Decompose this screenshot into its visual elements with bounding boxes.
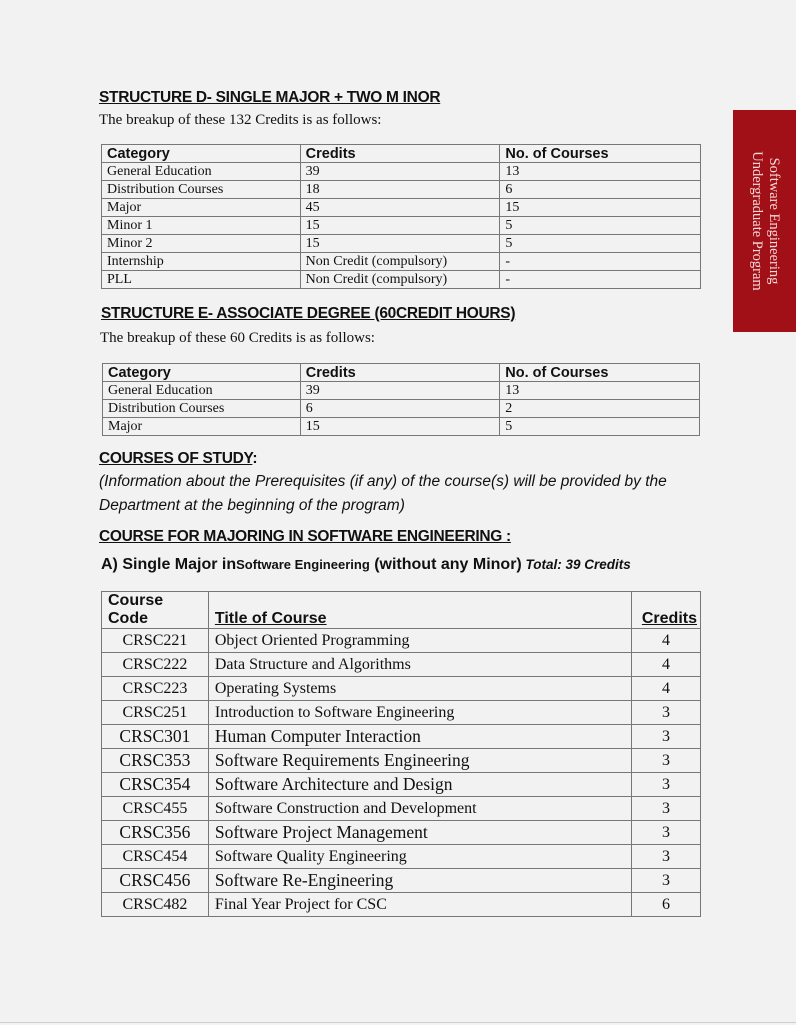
course-title-cell: Introduction to Software Engineering — [208, 701, 631, 725]
course-code-cell: CRSC353 — [102, 749, 209, 773]
prerequisites-note-line1: (Information about the Prerequisites (if any) of the course(s) will be provided by the — [99, 473, 667, 490]
credits-cell: 39 — [300, 382, 500, 400]
course-credits-cell: 3 — [632, 869, 701, 893]
category-cell: Distribution Courses — [103, 400, 301, 418]
course-credits-cell: 3 — [632, 845, 701, 869]
structure-e-intro: The breakup of these 60 Credits is as follows: — [100, 330, 375, 346]
course-title-cell: Operating Systems — [208, 677, 631, 701]
course-code-cell: CRSC354 — [102, 773, 209, 797]
table-row — [102, 701, 701, 725]
category-cell: General Education — [103, 382, 301, 400]
table-row — [102, 725, 701, 749]
table-row — [102, 869, 701, 893]
course-credits-cell: 4 — [632, 677, 701, 701]
table-row — [102, 253, 701, 271]
header-credits: Credits — [300, 145, 500, 163]
course-code-cell: CRSC455 — [102, 797, 209, 821]
courses-count-cell: 5 — [500, 418, 700, 436]
table-row — [103, 418, 700, 436]
courses-count-cell: 15 — [500, 199, 701, 217]
subheading-total: Total: 39 Credits — [521, 557, 631, 572]
credits-cell: Non Credit (compulsory) — [300, 271, 500, 289]
single-major-subheading — [101, 556, 631, 574]
course-credits-cell: 3 — [632, 797, 701, 821]
credits-cell: 18 — [300, 181, 500, 199]
course-credits-cell: 4 — [632, 629, 701, 653]
structure-d-table — [101, 144, 701, 289]
header-title-of-course: Title of Course — [208, 592, 631, 629]
courses-count-cell: - — [500, 253, 701, 271]
table-row — [102, 199, 701, 217]
table-row — [103, 400, 700, 418]
category-cell: General Education — [102, 163, 301, 181]
course-title-cell: Software Quality Engineering — [208, 845, 631, 869]
courses-of-study-title: COURSES OF STUDY — [99, 450, 253, 467]
header-category: Category — [102, 145, 301, 163]
side-tab — [733, 110, 796, 332]
table-row — [102, 797, 701, 821]
table-row — [102, 821, 701, 845]
course-title-cell: Software Construction and Development — [208, 797, 631, 821]
table-row — [102, 181, 701, 199]
credits-cell: Non Credit (compulsory) — [300, 253, 500, 271]
credits-cell: 45 — [300, 199, 500, 217]
major-courses-table — [101, 591, 701, 917]
table-row — [102, 677, 701, 701]
header-credits: Credits — [300, 364, 500, 382]
structure-d-heading: STRUCTURE D- SINGLE MAJOR + TWO M INOR — [99, 89, 441, 106]
courses-count-cell: 5 — [500, 217, 701, 235]
majoring-heading: COURSE FOR MAJORING IN SOFTWARE ENGINEERING : — [99, 528, 511, 545]
course-code-cell: CRSC251 — [102, 701, 209, 725]
table-row — [102, 271, 701, 289]
course-credits-cell: 3 — [632, 725, 701, 749]
structure-e-table — [102, 363, 700, 436]
category-cell: Distribution Courses — [102, 181, 301, 199]
table-row — [102, 163, 701, 181]
subheading-prefix: A) Single Major in — [101, 556, 237, 573]
courses-count-cell: - — [500, 271, 701, 289]
side-tab-line2: Undergraduate Program — [748, 151, 765, 291]
side-tab-text — [748, 110, 782, 332]
courses-count-cell: 13 — [500, 163, 701, 181]
course-credits-cell: 3 — [632, 773, 701, 797]
structure-e-heading: STRUCTURE E- ASSOCIATE DEGREE (60CREDIT HOURS) — [101, 305, 516, 322]
subheading-suffix: (without any Minor) — [369, 556, 522, 573]
table-row — [102, 629, 701, 653]
course-title-cell: Software Project Management — [208, 821, 631, 845]
header-courses: No. of Courses — [500, 145, 701, 163]
credits-cell: 15 — [300, 418, 500, 436]
prerequisites-note — [99, 470, 667, 518]
table-row — [103, 382, 700, 400]
course-code-cell: CRSC221 — [102, 629, 209, 653]
course-title-cell: Human Computer Interaction — [208, 725, 631, 749]
header-course-code — [102, 592, 209, 629]
courses-count-cell: 13 — [500, 382, 700, 400]
course-credits-cell: 3 — [632, 749, 701, 773]
course-credits-cell: 4 — [632, 653, 701, 677]
course-code-cell: CRSC301 — [102, 725, 209, 749]
course-credits-cell: 3 — [632, 701, 701, 725]
table-row — [102, 653, 701, 677]
course-title-cell: Software Requirements Engineering — [208, 749, 631, 773]
courses-count-cell: 5 — [500, 235, 701, 253]
courses-count-cell: 6 — [500, 181, 701, 199]
table-row — [102, 749, 701, 773]
category-cell: Major — [102, 199, 301, 217]
subheading-program: Software Engineering — [236, 557, 370, 572]
credits-cell: 6 — [300, 400, 500, 418]
course-code-cell: CRSC223 — [102, 677, 209, 701]
header-credits: Credits — [632, 592, 701, 629]
table-row — [102, 845, 701, 869]
category-cell: Internship — [102, 253, 301, 271]
course-code-cell: CRSC482 — [102, 893, 209, 917]
course-title-cell: Software Re-Engineering — [208, 869, 631, 893]
courses-count-cell: 2 — [500, 400, 700, 418]
table-row — [102, 235, 701, 253]
header-course-code-line1: Course — [108, 592, 164, 609]
category-cell: Major — [103, 418, 301, 436]
credits-cell: 15 — [300, 235, 500, 253]
header-category: Category — [103, 364, 301, 382]
prerequisites-note-line2: Department at the beginning of the program) — [99, 497, 405, 514]
table-row — [102, 893, 701, 917]
category-cell: Minor 1 — [102, 217, 301, 235]
course-credits-cell: 3 — [632, 821, 701, 845]
course-code-cell: CRSC222 — [102, 653, 209, 677]
category-cell: PLL — [102, 271, 301, 289]
courses-of-study-colon: : — [252, 450, 258, 467]
course-title-cell: Final Year Project for CSC — [208, 893, 631, 917]
table-row — [102, 217, 701, 235]
courses-of-study-heading — [99, 450, 257, 468]
structure-d-intro: The breakup of these 132 Credits is as follows: — [99, 112, 382, 128]
course-title-cell: Object Oriented Programming — [208, 629, 631, 653]
credits-cell: 15 — [300, 217, 500, 235]
header-course-code-line2: Code — [108, 610, 148, 627]
table-header-row — [102, 145, 701, 163]
course-title-cell: Software Architecture and Design — [208, 773, 631, 797]
course-code-cell: CRSC456 — [102, 869, 209, 893]
credits-cell: 39 — [300, 163, 500, 181]
course-code-cell: CRSC454 — [102, 845, 209, 869]
course-code-cell: CRSC356 — [102, 821, 209, 845]
side-tab-line1: Software Engineering — [765, 157, 782, 285]
course-title-cell: Data Structure and Algorithms — [208, 653, 631, 677]
table-row — [102, 773, 701, 797]
header-courses: No. of Courses — [500, 364, 700, 382]
table-header-row — [102, 592, 701, 629]
table-header-row — [103, 364, 700, 382]
category-cell: Minor 2 — [102, 235, 301, 253]
course-credits-cell: 6 — [632, 893, 701, 917]
